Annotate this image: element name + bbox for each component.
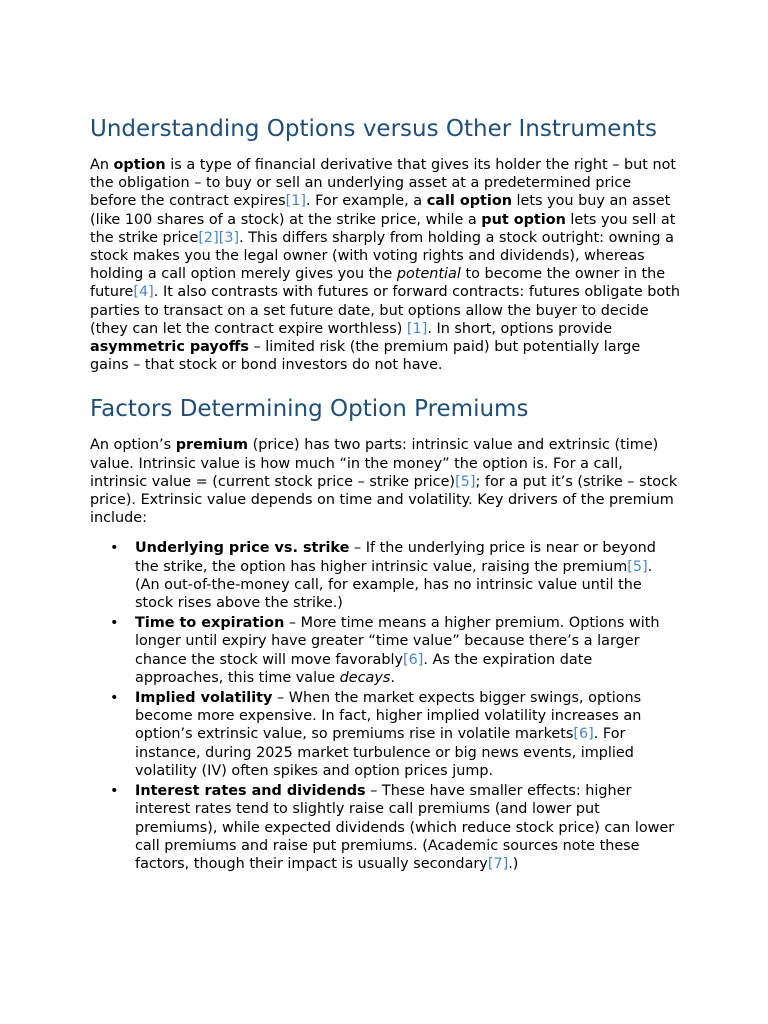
list-item <box>90 689 680 780</box>
emphasis-decays: decays <box>339 669 391 686</box>
list-item <box>90 614 680 687</box>
citation-link-1[interactable]: [1] <box>406 320 428 337</box>
text-run: – More time means a higher premium. Options with longer until expiry have greater “time value” because there’s a larger chance the stock will move favorably <box>135 615 660 668</box>
text-run: An option’s <box>90 437 176 454</box>
section-heading-options-vs-instruments: Understanding Options versus Other Instruments <box>90 116 658 142</box>
options-intro-paragraph <box>90 156 680 374</box>
text-run: (price) has two parts: intrinsic value and extrinsic (time) value. Intrinsic value is how much “in the money” the option is. For a call, intrinsic value = (current stock price – strike price) <box>90 437 659 490</box>
citation-link-5[interactable]: [5] <box>455 473 476 490</box>
text-run: .) <box>508 855 519 872</box>
list-item-term: Underlying price vs. strike <box>135 540 350 557</box>
bullet-icon: • <box>110 540 119 557</box>
text-run: . In short, options provide <box>427 320 613 337</box>
text-run: . For example, a <box>306 193 427 210</box>
list-item-term: Implied volatility <box>135 690 273 707</box>
text-run: – If the underlying price is near or beyond the strike, the option has higher intrinsic value, raising the premium <box>135 540 656 575</box>
list-item <box>90 782 680 873</box>
text-run: – When the market expects bigger swings, options become more expensive. In fact, higher implied volatility increases an option’s extrinsic value, so premiums rise in volatile markets <box>135 690 642 743</box>
text-run: is a type of financial derivative that gives its holder the right – but not the obligation – to buy or sell an underlying asset at a predetermined price before the contract expires <box>90 157 677 210</box>
citation-link-3[interactable]: [3] <box>218 229 240 246</box>
citation-link-7[interactable]: [7] <box>487 855 509 872</box>
bullet-icon: • <box>110 690 119 707</box>
term-call-option: call option <box>426 193 512 210</box>
premium-drivers-list <box>90 539 680 873</box>
citation-link-6[interactable]: [6] <box>573 726 594 743</box>
citation-link-5[interactable]: [5] <box>627 558 648 575</box>
term-put-option: put option <box>481 211 566 228</box>
text-run: An <box>90 157 114 173</box>
text-run: – limited risk (the premium paid) but potentially large gains – that stock or bond investors do not have. <box>90 339 641 374</box>
text-run: . For instance, during 2025 market turbulence or big news events, implied volatility (IV) often spikes and option prices jump. <box>135 726 634 779</box>
emphasis-potential: potential <box>396 266 461 283</box>
text-run: – These have smaller effects: higher interest rates tend to slightly raise call premiums (and lower put premiums), while expected dividends (which reduce stock price) can lower call premiums and raise put premiums. (Academic sources note these factors, though their impact is usually secondary <box>135 783 675 872</box>
text-run: . As the expiration date approaches, this time value <box>135 651 593 686</box>
text-run: lets you buy an asset (like 100 shares of a stock) at the strike price, while a <box>90 193 671 228</box>
list-item-term: Time to expiration <box>135 615 285 632</box>
bullet-icon: • <box>110 615 119 632</box>
document-page <box>90 114 680 875</box>
text-run: lets you sell at the strike price <box>90 211 676 246</box>
term-option: option <box>113 157 166 173</box>
text-run: . It also contrasts with futures or forward contracts: futures obligate both parties to transact on a set future date, but options allow the buyer to decide (they can let the contract expire worthless) <box>90 284 680 337</box>
premiums-intro-paragraph <box>90 436 680 527</box>
citation-link-4[interactable]: [4] <box>133 284 154 301</box>
term-asymmetric-payoffs: asymmetric payoffs <box>90 339 249 356</box>
list-item-term: Interest rates and dividends <box>135 783 366 800</box>
text-run: to become the owner in the future <box>90 266 666 301</box>
citation-link-6[interactable]: [6] <box>402 651 424 668</box>
text-run: . This differs sharply from holding a stock outright: owning a stock makes you the legal owner (with voting rights and dividends), whereas holding a call option merely gives you the <box>90 229 674 283</box>
bullet-icon: • <box>110 783 119 800</box>
citation-link-1[interactable]: [1] <box>285 193 307 210</box>
list-item <box>90 539 680 612</box>
section-heading-option-premiums: Factors Determining Option Premiums <box>90 396 529 423</box>
citation-link-2[interactable]: [2] <box>198 229 219 246</box>
term-premium: premium <box>175 437 249 454</box>
text-run: . (An out-of-the-money call, for example, has no intrinsic value until the stock rises above the strike.) <box>135 558 653 612</box>
text-run: . <box>390 669 395 686</box>
text-run: ; for a put it’s (strike – stock price). Extrinsic value depends on time and volatility. Key drivers of the premium include: <box>90 473 678 527</box>
